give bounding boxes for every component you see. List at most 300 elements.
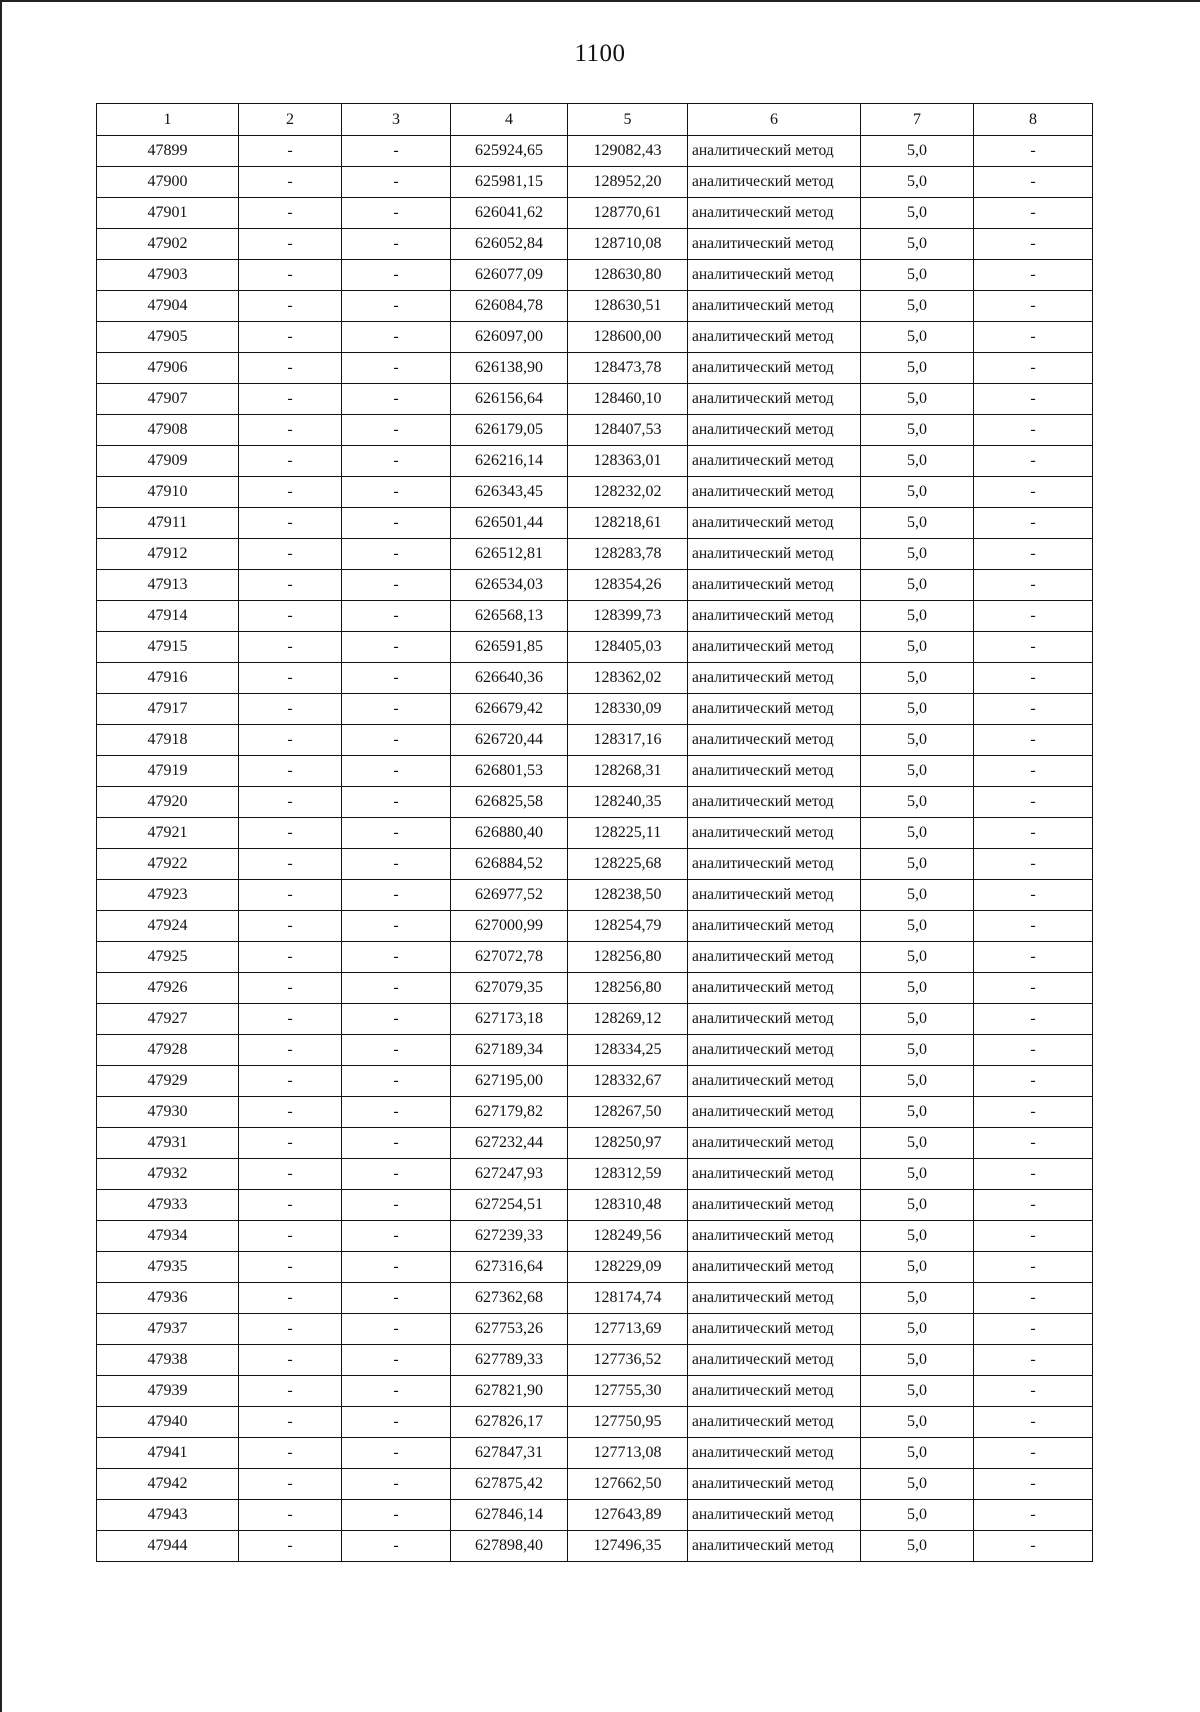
cell-col3: - <box>342 1190 451 1221</box>
table-row <box>97 1531 1093 1562</box>
table-row <box>97 1128 1093 1159</box>
table-row <box>97 1500 1093 1531</box>
header-cell-1: 1 <box>97 104 239 136</box>
cell-y-coordinate: 128312,59 <box>568 1159 688 1190</box>
table-row <box>97 1221 1093 1252</box>
cell-col3: - <box>342 1066 451 1097</box>
cell-method: аналитический метод <box>688 973 861 1004</box>
cell-accuracy: 5,0 <box>861 694 974 725</box>
header-cell-7: 7 <box>861 104 974 136</box>
cell-accuracy: 5,0 <box>861 849 974 880</box>
cell-accuracy: 5,0 <box>861 415 974 446</box>
cell-col2: - <box>239 1190 342 1221</box>
cell-method: аналитический метод <box>688 1500 861 1531</box>
cell-point-id: 47917 <box>97 694 239 725</box>
cell-x-coordinate: 625924,65 <box>451 136 568 167</box>
cell-y-coordinate: 128174,74 <box>568 1283 688 1314</box>
cell-col2: - <box>239 632 342 663</box>
cell-y-coordinate: 128254,79 <box>568 911 688 942</box>
cell-method: аналитический метод <box>688 291 861 322</box>
cell-col3: - <box>342 601 451 632</box>
cell-y-coordinate: 127750,95 <box>568 1407 688 1438</box>
coordinates-table-container <box>96 103 1092 1562</box>
cell-col8: - <box>974 1128 1093 1159</box>
cell-col8: - <box>974 1252 1093 1283</box>
cell-col3: - <box>342 725 451 756</box>
cell-point-id: 47903 <box>97 260 239 291</box>
cell-col2: - <box>239 1221 342 1252</box>
cell-y-coordinate: 128600,00 <box>568 322 688 353</box>
cell-accuracy: 5,0 <box>861 1221 974 1252</box>
cell-col2: - <box>239 756 342 787</box>
cell-col8: - <box>974 136 1093 167</box>
cell-x-coordinate: 627826,17 <box>451 1407 568 1438</box>
cell-col3: - <box>342 1004 451 1035</box>
table-row <box>97 725 1093 756</box>
table-row <box>97 849 1093 880</box>
cell-point-id: 47937 <box>97 1314 239 1345</box>
cell-col2: - <box>239 911 342 942</box>
cell-y-coordinate: 128218,61 <box>568 508 688 539</box>
cell-y-coordinate: 128317,16 <box>568 725 688 756</box>
cell-accuracy: 5,0 <box>861 601 974 632</box>
cell-point-id: 47909 <box>97 446 239 477</box>
cell-col2: - <box>239 1500 342 1531</box>
cell-accuracy: 5,0 <box>861 942 974 973</box>
cell-method: аналитический метод <box>688 601 861 632</box>
cell-method: аналитический метод <box>688 1190 861 1221</box>
cell-accuracy: 5,0 <box>861 477 974 508</box>
header-cell-5: 5 <box>568 104 688 136</box>
cell-accuracy: 5,0 <box>861 353 974 384</box>
cell-x-coordinate: 626501,44 <box>451 508 568 539</box>
table-row <box>97 818 1093 849</box>
cell-x-coordinate: 627898,40 <box>451 1531 568 1562</box>
table-row <box>97 601 1093 632</box>
cell-point-id: 47906 <box>97 353 239 384</box>
cell-accuracy: 5,0 <box>861 1252 974 1283</box>
cell-accuracy: 5,0 <box>861 1283 974 1314</box>
cell-x-coordinate: 627362,68 <box>451 1283 568 1314</box>
cell-accuracy: 5,0 <box>861 1190 974 1221</box>
cell-point-id: 47939 <box>97 1376 239 1407</box>
cell-col2: - <box>239 322 342 353</box>
table-row <box>97 1283 1093 1314</box>
cell-method: аналитический метод <box>688 322 861 353</box>
cell-point-id: 47928 <box>97 1035 239 1066</box>
cell-x-coordinate: 626156,64 <box>451 384 568 415</box>
cell-x-coordinate: 627875,42 <box>451 1469 568 1500</box>
cell-accuracy: 5,0 <box>861 725 974 756</box>
cell-accuracy: 5,0 <box>861 787 974 818</box>
cell-method: аналитический метод <box>688 1035 861 1066</box>
cell-point-id: 47911 <box>97 508 239 539</box>
cell-method: аналитический метод <box>688 880 861 911</box>
cell-method: аналитический метод <box>688 1376 861 1407</box>
cell-y-coordinate: 128363,01 <box>568 446 688 477</box>
cell-col2: - <box>239 973 342 1004</box>
cell-accuracy: 5,0 <box>861 136 974 167</box>
cell-method: аналитический метод <box>688 508 861 539</box>
cell-col8: - <box>974 415 1093 446</box>
cell-x-coordinate: 626216,14 <box>451 446 568 477</box>
table-row <box>97 663 1093 694</box>
cell-method: аналитический метод <box>688 570 861 601</box>
table-row <box>97 1438 1093 1469</box>
cell-col3: - <box>342 198 451 229</box>
cell-accuracy: 5,0 <box>861 1314 974 1345</box>
cell-col2: - <box>239 539 342 570</box>
cell-col8: - <box>974 632 1093 663</box>
table-row <box>97 880 1093 911</box>
cell-x-coordinate: 626884,52 <box>451 849 568 880</box>
cell-x-coordinate: 627079,35 <box>451 973 568 1004</box>
cell-x-coordinate: 626052,84 <box>451 229 568 260</box>
page-number: 1100 <box>574 40 626 67</box>
cell-y-coordinate: 128250,97 <box>568 1128 688 1159</box>
table-row <box>97 1004 1093 1035</box>
table-row <box>97 260 1093 291</box>
cell-x-coordinate: 626097,00 <box>451 322 568 353</box>
cell-col3: - <box>342 1438 451 1469</box>
cell-col2: - <box>239 136 342 167</box>
cell-col8: - <box>974 291 1093 322</box>
cell-point-id: 47942 <box>97 1469 239 1500</box>
cell-col2: - <box>239 1066 342 1097</box>
cell-x-coordinate: 627846,14 <box>451 1500 568 1531</box>
cell-point-id: 47943 <box>97 1500 239 1531</box>
cell-x-coordinate: 627821,90 <box>451 1376 568 1407</box>
cell-col8: - <box>974 787 1093 818</box>
cell-col2: - <box>239 1376 342 1407</box>
table-row <box>97 1376 1093 1407</box>
table-row <box>97 136 1093 167</box>
cell-x-coordinate: 626640,36 <box>451 663 568 694</box>
cell-col2: - <box>239 694 342 725</box>
cell-col2: - <box>239 1159 342 1190</box>
cell-col2: - <box>239 229 342 260</box>
cell-x-coordinate: 626679,42 <box>451 694 568 725</box>
cell-accuracy: 5,0 <box>861 1531 974 1562</box>
cell-point-id: 47926 <box>97 973 239 1004</box>
cell-point-id: 47927 <box>97 1004 239 1035</box>
cell-y-coordinate: 128330,09 <box>568 694 688 725</box>
cell-col2: - <box>239 1407 342 1438</box>
cell-y-coordinate: 128362,02 <box>568 663 688 694</box>
cell-col2: - <box>239 1345 342 1376</box>
cell-accuracy: 5,0 <box>861 632 974 663</box>
cell-col8: - <box>974 1035 1093 1066</box>
cell-col3: - <box>342 539 451 570</box>
cell-y-coordinate: 128269,12 <box>568 1004 688 1035</box>
cell-col3: - <box>342 1345 451 1376</box>
cell-accuracy: 5,0 <box>861 1469 974 1500</box>
cell-x-coordinate: 626825,58 <box>451 787 568 818</box>
cell-col3: - <box>342 849 451 880</box>
cell-col8: - <box>974 198 1093 229</box>
cell-point-id: 47920 <box>97 787 239 818</box>
cell-method: аналитический метод <box>688 787 861 818</box>
cell-col3: - <box>342 1531 451 1562</box>
cell-col8: - <box>974 508 1093 539</box>
cell-col8: - <box>974 880 1093 911</box>
cell-method: аналитический метод <box>688 229 861 260</box>
cell-y-coordinate: 128249,56 <box>568 1221 688 1252</box>
cell-col2: - <box>239 725 342 756</box>
cell-col8: - <box>974 229 1093 260</box>
cell-col2: - <box>239 818 342 849</box>
cell-col3: - <box>342 508 451 539</box>
cell-method: аналитический метод <box>688 1004 861 1035</box>
cell-point-id: 47901 <box>97 198 239 229</box>
cell-col3: - <box>342 384 451 415</box>
cell-y-coordinate: 127662,50 <box>568 1469 688 1500</box>
cell-x-coordinate: 627179,82 <box>451 1097 568 1128</box>
cell-x-coordinate: 627316,64 <box>451 1252 568 1283</box>
cell-point-id: 47910 <box>97 477 239 508</box>
cell-col8: - <box>974 353 1093 384</box>
cell-accuracy: 5,0 <box>861 260 974 291</box>
cell-x-coordinate: 626801,53 <box>451 756 568 787</box>
cell-x-coordinate: 626568,13 <box>451 601 568 632</box>
header-cell-4: 4 <box>451 104 568 136</box>
cell-y-coordinate: 128256,80 <box>568 942 688 973</box>
cell-col3: - <box>342 632 451 663</box>
cell-method: аналитический метод <box>688 1345 861 1376</box>
cell-method: аналитический метод <box>688 694 861 725</box>
cell-accuracy: 5,0 <box>861 1066 974 1097</box>
cell-col8: - <box>974 725 1093 756</box>
cell-x-coordinate: 626880,40 <box>451 818 568 849</box>
cell-accuracy: 5,0 <box>861 508 974 539</box>
table-row <box>97 229 1093 260</box>
cell-col8: - <box>974 539 1093 570</box>
cell-x-coordinate: 627195,00 <box>451 1066 568 1097</box>
cell-method: аналитический метод <box>688 1407 861 1438</box>
cell-method: аналитический метод <box>688 167 861 198</box>
table-row <box>97 942 1093 973</box>
table-row <box>97 539 1093 570</box>
cell-col8: - <box>974 1531 1093 1562</box>
cell-col8: - <box>974 1438 1093 1469</box>
cell-col3: - <box>342 136 451 167</box>
cell-x-coordinate: 626343,45 <box>451 477 568 508</box>
cell-col3: - <box>342 167 451 198</box>
cell-point-id: 47930 <box>97 1097 239 1128</box>
cell-accuracy: 5,0 <box>861 1035 974 1066</box>
cell-x-coordinate: 626084,78 <box>451 291 568 322</box>
cell-col8: - <box>974 818 1093 849</box>
header-cell-2: 2 <box>239 104 342 136</box>
cell-col3: - <box>342 1159 451 1190</box>
cell-y-coordinate: 128240,35 <box>568 787 688 818</box>
cell-method: аналитический метод <box>688 1159 861 1190</box>
cell-col2: - <box>239 1128 342 1159</box>
cell-point-id: 47919 <box>97 756 239 787</box>
cell-col2: - <box>239 849 342 880</box>
cell-y-coordinate: 128952,20 <box>568 167 688 198</box>
cell-y-coordinate: 128225,11 <box>568 818 688 849</box>
cell-col2: - <box>239 1438 342 1469</box>
cell-y-coordinate: 128473,78 <box>568 353 688 384</box>
table-row <box>97 1097 1093 1128</box>
table-row <box>97 167 1093 198</box>
cell-col8: - <box>974 1376 1093 1407</box>
cell-col3: - <box>342 880 451 911</box>
cell-y-coordinate: 128630,51 <box>568 291 688 322</box>
cell-x-coordinate: 626720,44 <box>451 725 568 756</box>
cell-col3: - <box>342 260 451 291</box>
cell-accuracy: 5,0 <box>861 1345 974 1376</box>
cell-col2: - <box>239 1097 342 1128</box>
cell-col8: - <box>974 1097 1093 1128</box>
cell-method: аналитический метод <box>688 1097 861 1128</box>
cell-x-coordinate: 627173,18 <box>451 1004 568 1035</box>
cell-col8: - <box>974 1345 1093 1376</box>
cell-col2: - <box>239 415 342 446</box>
cell-col2: - <box>239 663 342 694</box>
cell-col3: - <box>342 694 451 725</box>
cell-col2: - <box>239 198 342 229</box>
cell-col3: - <box>342 1500 451 1531</box>
cell-y-coordinate: 128354,26 <box>568 570 688 601</box>
cell-method: аналитический метод <box>688 1283 861 1314</box>
scan-border-left <box>0 0 2 1712</box>
cell-y-coordinate: 128225,68 <box>568 849 688 880</box>
cell-method: аналитический метод <box>688 446 861 477</box>
cell-col8: - <box>974 1066 1093 1097</box>
header-cell-3: 3 <box>342 104 451 136</box>
cell-col3: - <box>342 911 451 942</box>
cell-col2: - <box>239 601 342 632</box>
cell-col8: - <box>974 1469 1093 1500</box>
cell-col3: - <box>342 787 451 818</box>
cell-col8: - <box>974 477 1093 508</box>
cell-col3: - <box>342 1469 451 1500</box>
cell-x-coordinate: 626041,62 <box>451 198 568 229</box>
cell-x-coordinate: 626534,03 <box>451 570 568 601</box>
cell-col3: - <box>342 942 451 973</box>
table-row <box>97 632 1093 663</box>
cell-col2: - <box>239 880 342 911</box>
cell-point-id: 47916 <box>97 663 239 694</box>
cell-x-coordinate: 627247,93 <box>451 1159 568 1190</box>
cell-y-coordinate: 127736,52 <box>568 1345 688 1376</box>
cell-method: аналитический метод <box>688 849 861 880</box>
cell-col3: - <box>342 322 451 353</box>
cell-col2: - <box>239 1035 342 1066</box>
cell-col8: - <box>974 942 1093 973</box>
cell-y-coordinate: 127713,69 <box>568 1314 688 1345</box>
cell-col3: - <box>342 1035 451 1066</box>
cell-col2: - <box>239 1283 342 1314</box>
cell-y-coordinate: 128405,03 <box>568 632 688 663</box>
cell-accuracy: 5,0 <box>861 973 974 1004</box>
cell-col8: - <box>974 1221 1093 1252</box>
cell-accuracy: 5,0 <box>861 756 974 787</box>
cell-method: аналитический метод <box>688 818 861 849</box>
table-row <box>97 787 1093 818</box>
cell-accuracy: 5,0 <box>861 570 974 601</box>
cell-col8: - <box>974 1190 1093 1221</box>
cell-x-coordinate: 627189,34 <box>451 1035 568 1066</box>
cell-method: аналитический метод <box>688 1066 861 1097</box>
header-cell-8: 8 <box>974 104 1093 136</box>
cell-col3: - <box>342 291 451 322</box>
cell-accuracy: 5,0 <box>861 1159 974 1190</box>
cell-col8: - <box>974 601 1093 632</box>
cell-point-id: 47935 <box>97 1252 239 1283</box>
cell-col3: - <box>342 1252 451 1283</box>
cell-point-id: 47932 <box>97 1159 239 1190</box>
cell-point-id: 47933 <box>97 1190 239 1221</box>
cell-col8: - <box>974 1500 1093 1531</box>
cell-col8: - <box>974 1283 1093 1314</box>
cell-method: аналитический метод <box>688 911 861 942</box>
cell-accuracy: 5,0 <box>861 1500 974 1531</box>
cell-col3: - <box>342 570 451 601</box>
cell-col2: - <box>239 260 342 291</box>
table-row <box>97 415 1093 446</box>
table-header <box>97 104 1093 136</box>
cell-col2: - <box>239 1252 342 1283</box>
cell-point-id: 47905 <box>97 322 239 353</box>
cell-method: аналитический метод <box>688 539 861 570</box>
cell-x-coordinate: 626179,05 <box>451 415 568 446</box>
table-row <box>97 1035 1093 1066</box>
cell-col8: - <box>974 911 1093 942</box>
coordinates-table <box>96 103 1093 1562</box>
cell-col2: - <box>239 1531 342 1562</box>
cell-point-id: 47904 <box>97 291 239 322</box>
cell-y-coordinate: 128770,61 <box>568 198 688 229</box>
cell-col3: - <box>342 446 451 477</box>
table-row <box>97 353 1093 384</box>
cell-method: аналитический метод <box>688 136 861 167</box>
table-row <box>97 1314 1093 1345</box>
cell-accuracy: 5,0 <box>861 880 974 911</box>
table-row <box>97 198 1093 229</box>
table-row <box>97 322 1093 353</box>
cell-col2: - <box>239 291 342 322</box>
cell-col3: - <box>342 229 451 260</box>
cell-point-id: 47940 <box>97 1407 239 1438</box>
cell-col3: - <box>342 1376 451 1407</box>
cell-point-id: 47924 <box>97 911 239 942</box>
cell-col3: - <box>342 1128 451 1159</box>
cell-accuracy: 5,0 <box>861 663 974 694</box>
cell-col8: - <box>974 570 1093 601</box>
cell-point-id: 47931 <box>97 1128 239 1159</box>
cell-col3: - <box>342 1221 451 1252</box>
cell-col8: - <box>974 694 1093 725</box>
cell-y-coordinate: 128407,53 <box>568 415 688 446</box>
cell-point-id: 47938 <box>97 1345 239 1376</box>
cell-col3: - <box>342 477 451 508</box>
cell-x-coordinate: 627254,51 <box>451 1190 568 1221</box>
cell-y-coordinate: 128630,80 <box>568 260 688 291</box>
table-row <box>97 477 1093 508</box>
cell-method: аналитический метод <box>688 756 861 787</box>
table-row <box>97 291 1093 322</box>
cell-col8: - <box>974 756 1093 787</box>
cell-point-id: 47929 <box>97 1066 239 1097</box>
cell-y-coordinate: 128332,67 <box>568 1066 688 1097</box>
cell-method: аналитический метод <box>688 663 861 694</box>
cell-accuracy: 5,0 <box>861 229 974 260</box>
cell-method: аналитический метод <box>688 1469 861 1500</box>
cell-col8: - <box>974 1314 1093 1345</box>
